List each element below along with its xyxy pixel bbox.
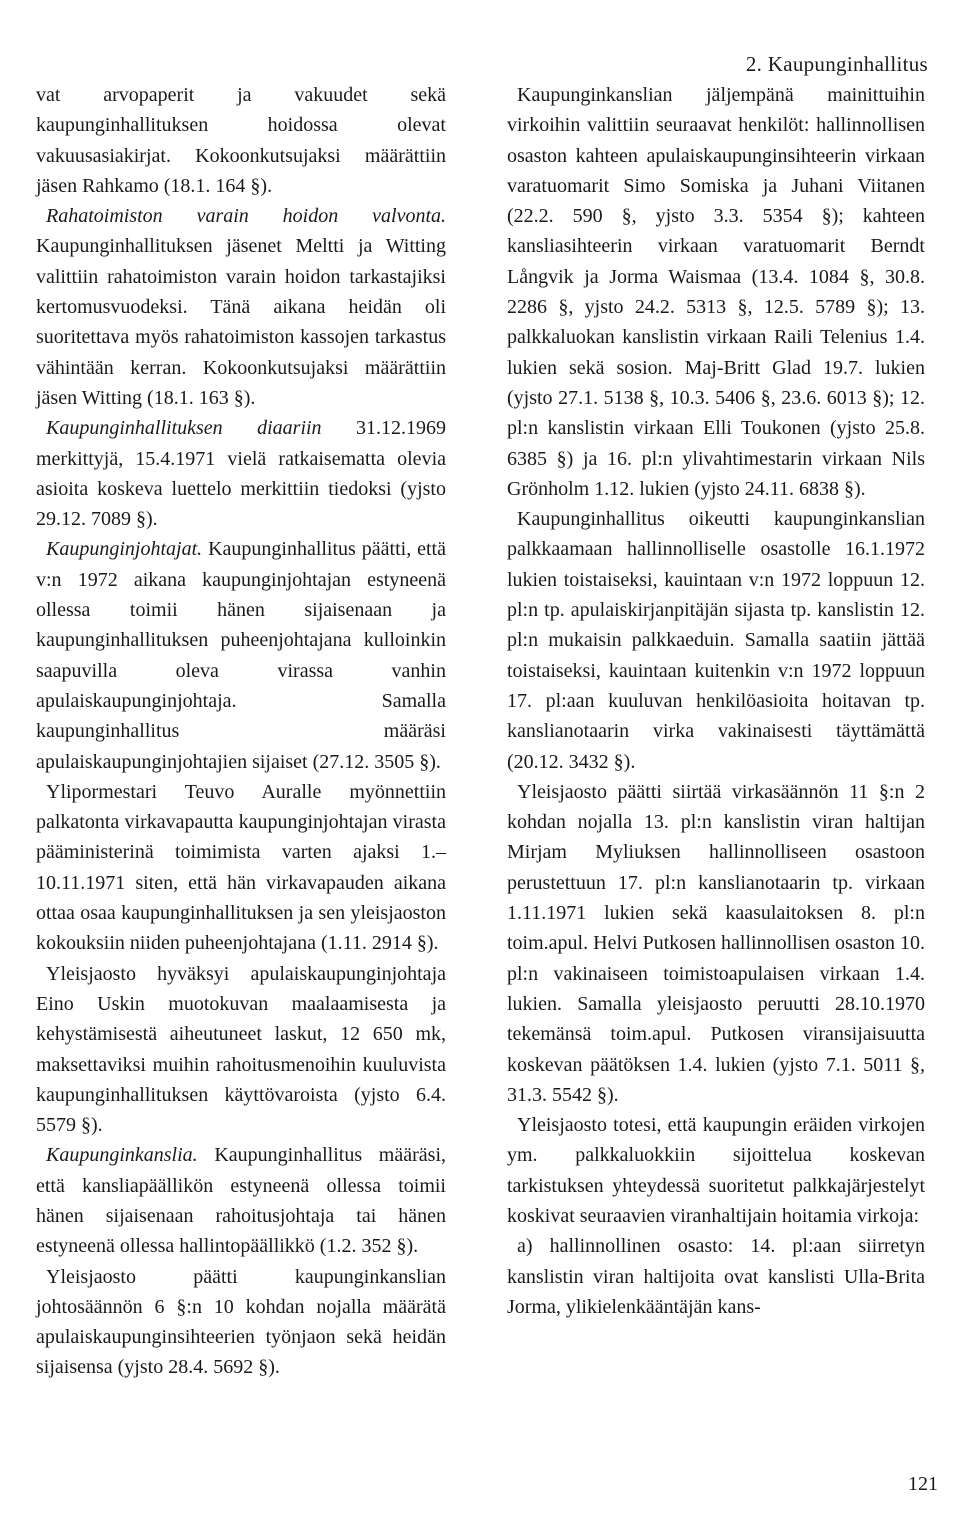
- paragraph-text: Kaupunginhallitus määräsi, että kansliapäällikön estyneenä ollessa toimii hänen sijaisenaan rahoitusjohtaja tai hänen estyneenä ollessa hallintopäällikkö (1.2. 352 §).: [36, 1144, 446, 1258]
- paragraph: [36, 534, 446, 776]
- paragraph: Kaupunginkanslian jäljempänä mainittuihin virkoihin valittiin seuraavat henkilöt: hallinnollisen osaston kahteen apulaiskaupunginsihteerin virkaan varatuomarit Simo Somiska ja Juhani Viitanen (22.2. 590 §, yjsto 3.3. 5354 §); kahteen kansliasihteerin virkaan varatuomarit Berndt Långvik ja Jorma Waismaa (13.4. 1084 §, 30.8. 2286 §, yjsto 24.2. 5313 §, 12.5. 5789 §); 13. palkkaluokan kanslistin virkaan Raili Telenius 1.4. lukien sekä sosion. Maj-Britt Glad 19.7. lukien (yjsto 27.1. 5138 §, 10.3. 5406 §, 23.6. 6013 §); 12. pl:n kanslistin virkaan Elli Toukonen (yjsto 25.8. 6385 §) ja 16. pl:n ylivahtimestarin virkaan Nils Grönholm 1.12. lukien (yjsto 24.11. 6838 §).: [507, 84, 925, 500]
- paragraph-text: Kaupunginhallitus päätti, että v:n 1972 aikana kaupunginjohtajan estyneenä ollessa toimii hänen sijaisenaan ja kaupunginhallituksen puheenjohtajana kulloinkin saapuvilla oleva virassa vanhin apulaiskaupunginjohtaja. Samalla kaupunginhallitus määräsi apulaiskaupunginjohtajien sijaiset (27.12. 3505 §).: [36, 538, 446, 773]
- paragraph: a) hallinnollinen osasto: 14. pl:aan siirretyn kanslistin viran haltijoita ovat kanslisti Ulla-Brita Jorma, ylikielenkääntäjän kans-: [507, 1235, 925, 1318]
- paragraph: [36, 413, 446, 534]
- section-heading: Kaupunginkanslia.: [46, 1144, 198, 1167]
- section-heading: Rahatoimiston varain hoidon valvonta.: [46, 205, 446, 228]
- left-column: [36, 80, 446, 1383]
- section-heading: Kaupunginjohtajat.: [46, 538, 203, 561]
- paragraph: Ylipormestari Teuvo Auralle myönnettiin palkatonta virkavapautta kaupunginjohtajan virasta pääministerinä toimimista varten ajaksi 1.–10.11.1971 siten, että hän virkavapauden aikana ottaa osaa kaupunginhallituksen ja sen yleisjaoston kokouksiin niiden puheenjohtajana (1.11. 2914 §).: [36, 780, 446, 955]
- paragraph: [36, 201, 446, 413]
- paragraph: Kaupunginhallitus oikeutti kaupunginkanslian palkkaamaan hallinnolliselle osastolle 16.1.1972 lukien toistaiseksi, kauintaan v:n 1972 loppuun 12. pl:n tp. apulaiskirjanpitäjän sijasta tp. kanslistin 12. pl:n mukaisin palkkaeduin. Samalla saatiin jättää toistaiseksi, kauintaan kuitenkin v:n 1972 loppuun 17. pl:aan kuuluvan henkilöasioita hoitavan tp. kanslianotaarin virka vakinaisesti täyttämättä (20.12. 3432 §).: [507, 508, 925, 773]
- running-header: 2. Kaupunginhallitus: [745, 52, 928, 76]
- paragraph: [36, 1140, 446, 1261]
- paragraph: Yleisjaosto päätti kaupunginkanslian johtosäännön 6 §:n 10 kohdan nojalla määrätä apulaiskaupunginsihteerien työnjaon sekä heidän sijaisensa (yjsto 28.4. 5692 §).: [36, 1265, 446, 1379]
- paragraph: Yleisjaosto totesi, että kaupungin eräiden virkojen ym. palkkaluokkiin sijoittelua koskevan tarkistuksen yhteydessä suoritetut palkkajärjestelyt koskivat seuraavien viranhaltijain hoitamia virkoja:: [507, 1114, 925, 1227]
- paragraph-text: Kaupunginhallituksen jäsenet Meltti ja Witting valittiin rahatoimiston varain hoidon tarkastajiksi kertomusvuodeksi. Tänä aikana heidän oli suoritettava myös rahatoimiston kassojen tarkastus vähintään kerran. Kokoonkutsujaksi määrättiin jäsen Witting (18.1. 163 §).: [36, 235, 446, 409]
- paragraph: vat arvopaperit ja vakuudet sekä kaupunginhallituksen hoidossa olevat vakuusasiakirjat. Kokoonkutsujaksi määrättiin jäsen Rahkamo (18.1. 164 §).: [36, 84, 446, 197]
- paragraph: Yleisjaosto hyväksyi apulaiskaupunginjohtaja Eino Uskin muotokuvan maalaamisesta ja kehystämisestä aiheutuneet laskut, 12 650 mk, maksettaviksi muihin rahoitusmenoihin kuuluvista kaupunginhallituksen käyttövaroista (yjsto 6.4. 5579 §).: [36, 962, 446, 1137]
- paragraph: Yleisjaosto päätti siirtää virkasäännön 11 §:n 2 kohdan nojalla 13. pl:n kanslistin viran haltijan Mirjam Myliuksen hallinnolliseen osastoon perustettuun 17. pl:n kanslianotaarin tp. virkaan 1.11.1971 lukien sekä kaasulaitoksen 8. pl:n toim.apul. Helvi Putkosen hallinnollisen osaston 10. pl:n vakinaiseen toimistoapulaisen virkaan 1.4. lukien. Samalla yleisjaosto peruutti 28.10.1970 tekemänsä toim.apul. Putkosen viransijaisuutta koskevan päätöksen 1.4. lukien (yjsto 7.1. 5011 §, 31.3. 5542 §).: [507, 780, 925, 1106]
- page-number: 121: [908, 1473, 938, 1495]
- paragraph-text: 31.12.1969 merkittyjä, 15.4.1971 vielä ratkaisematta olevia asioita koskeva luettelo merkittiin tiedoksi (yjsto 29.12. 7089 §).: [36, 417, 446, 531]
- right-column: [507, 80, 925, 1322]
- section-heading: Kaupunginhallituksen diaariin: [46, 417, 322, 440]
